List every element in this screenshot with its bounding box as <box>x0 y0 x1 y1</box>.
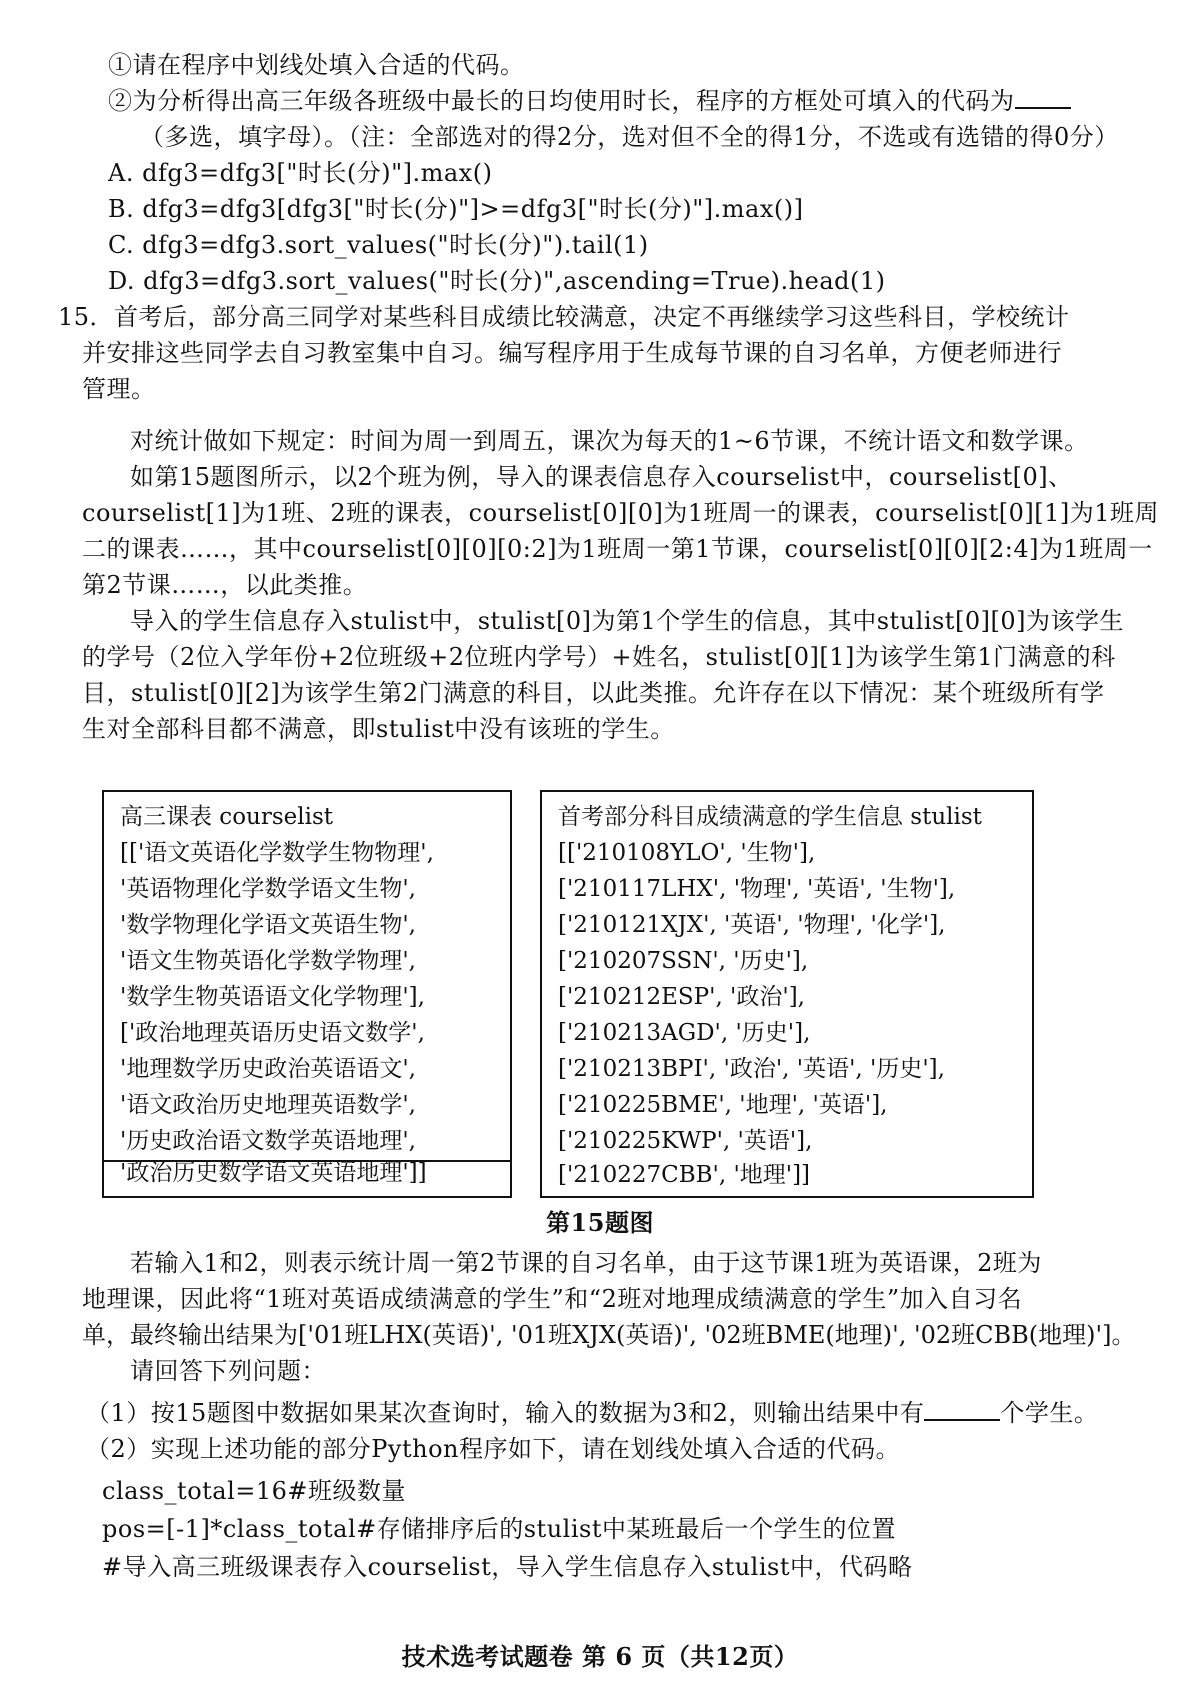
rules-line-1: 对统计做如下规定：时间为周一到周五，课次为每天的1~6节课，不统计语文和数学课。 <box>130 427 1089 455</box>
stulist-title: 首考部分科目成绩满意的学生信息 stulist <box>558 804 982 830</box>
subquestion-2-note: （多选，填字母）。（注：全部选对的得2分，选对但不全的得1分，不选或有选错的得0分） <box>140 123 1119 151</box>
code-line-3: #导入高三班级课表存入courselist，导入学生信息存入stulist中，代码略 <box>102 1553 913 1581</box>
rules-line-8: 目，stulist[0][2]为该学生第2门满意的科目，以此类推。允许存在以下情况：某个班级所有学 <box>82 679 1105 707</box>
rules-line-3: courselist[1]为1班、2班的课表，courselist[0][0]为1班周一的课表，courselist[0][1]为1班周 <box>82 499 1160 527</box>
q15-intro-line-1: 15．首考后，部分高三同学对某些科目成绩比较满意，决定不再继续学习这些科目，学校统计 <box>58 303 1070 331</box>
courselist-title: 高三课表 courselist <box>120 804 334 830</box>
question-2: （2）实现上述功能的部分Python程序如下，请在划线处填入合适的代码。 <box>86 1435 900 1463</box>
stulist-line: ['210227CBB', '地理']] <box>558 1162 811 1188</box>
courselist-box-frame <box>102 790 512 1198</box>
courselist-line: '数学物理化学语文英语生物', <box>120 912 416 938</box>
stulist-line: ['210212ESP', '政治'], <box>558 984 805 1010</box>
example-line-1: 若输入1和2，则表示统计周一第2节课的自习名单，由于这节课1班为英语课，2班为 <box>130 1249 1042 1277</box>
courselist-line: '英语物理化学数学语文生物', <box>120 876 416 902</box>
stulist-line: ['210121XJX', '英语', '物理', '化学'], <box>558 912 946 938</box>
stulist-line: [['210108YLO', '生物'], <box>558 840 816 866</box>
rules-line-6: 导入的学生信息存入stulist中，stulist[0]为第1个学生的信息，其中stulist[0][0]为该学生 <box>130 607 1124 635</box>
rules-line-4: 二的课表……，其中courselist[0][0][0:2]为1班周一第1节课，courselist[0][0][2:4]为1班周一 <box>82 535 1153 563</box>
rules-line-9: 生对全部科目都不满意，即stulist中没有该班的学生。 <box>82 715 675 743</box>
figure-caption: 第15题图 <box>546 1208 654 1237</box>
subquestion-2-text: ②为分析得出高三年级各班级中最长的日均使用时长，程序的方框处可填入的代码为 <box>108 87 1015 115</box>
answer-blank[interactable] <box>1015 85 1071 109</box>
rules-line-7: 的学号（2位入学年份+2位班级+2位班内学号）+姓名，stulist[0][1]为该学生第1门满意的科 <box>82 643 1116 671</box>
code-line-2: pos=[-1]*class_total#存储排序后的stulist中某班最后一个学生的位置 <box>102 1515 896 1543</box>
code-line-1: class_total=16#班级数量 <box>102 1477 407 1505</box>
q15-intro-line-2: 并安排这些同学去自习教室集中自习。编写程序用于生成每节课的自习名单，方便老师进行 <box>82 339 1062 367</box>
page-footer: 技术选考试题卷 第 6 页（共12页） <box>401 1642 799 1671</box>
option-c: C. dfg3=dfg3.sort_values("时长(分)").tail(1) <box>108 231 649 259</box>
courselist-line: '语文生物英语化学数学物理', <box>120 948 416 974</box>
option-d: D. dfg3=dfg3.sort_values("时长(分)",ascending=True).head(1) <box>108 267 886 295</box>
stulist-line: ['210207SSN', '历史'], <box>558 948 809 974</box>
q15-intro-line-3: 管理。 <box>82 375 156 403</box>
example-line-4: 请回答下列问题： <box>130 1357 326 1385</box>
option-b: B. dfg3=dfg3[dfg3["时长(分)"]>=dfg3["时长(分)"].max()] <box>108 195 804 223</box>
stulist-box <box>540 790 1034 1198</box>
courselist-line: [['语文英语化学数学生物物理', <box>120 840 434 866</box>
question-1-suffix: 个学生。 <box>1000 1399 1099 1427</box>
rules-line-5: 第2节课……，以此类推。 <box>82 571 368 599</box>
rules-line-2: 如第15题图所示，以2个班为例，导入的课表信息存入courselist中，courselist[0]、 <box>130 463 1073 491</box>
stulist-line: ['210225BME', '地理', '英语'], <box>558 1092 888 1118</box>
courselist-line: '政治历史数学语文英语地理']] <box>120 1160 427 1186</box>
subquestion-2 <box>108 84 1071 118</box>
courselist-line: '地理数学历史政治英语语文', <box>120 1056 416 1082</box>
stulist-line: ['210213BPI', '政治', '英语', '历史'], <box>558 1056 945 1082</box>
example-line-3: 单，最终输出结果为['01班LHX(英语)', '01班XJX(英语)', '02班BME(地理)', '02班CBB(地理)']。 <box>82 1321 1136 1349</box>
courselist-line: '数学生物英语语文化学物理'], <box>120 984 425 1010</box>
courselist-line: ['政治地理英语历史语文数学', <box>120 1020 425 1046</box>
stulist-line: ['210117LHX', '物理', '英语', '生物'], <box>558 876 956 902</box>
example-line-2: 地理课，因此将“1班对英语成绩满意的学生”和“2班对地理成绩满意的学生”加入自习名 <box>82 1285 1023 1313</box>
question-1 <box>86 1396 1098 1430</box>
stulist-line: ['210225KWP', '英语'], <box>558 1128 813 1154</box>
courselist-line: '语文政治历史地理英语数学', <box>120 1092 416 1118</box>
question-1-text: （1）按15题图中数据如果某次查询时，输入的数据为3和2，则输出结果中有 <box>86 1399 925 1427</box>
stulist-line: ['210213AGD', '历史'], <box>558 1020 811 1046</box>
option-a: A. dfg3=dfg3["时长(分)"].max() <box>108 159 493 187</box>
answer-blank[interactable] <box>924 1397 1000 1421</box>
subquestion-1: ①请在程序中划线处填入合适的代码。 <box>108 51 525 79</box>
courselist-line: '历史政治语文数学英语地理', <box>120 1128 416 1154</box>
